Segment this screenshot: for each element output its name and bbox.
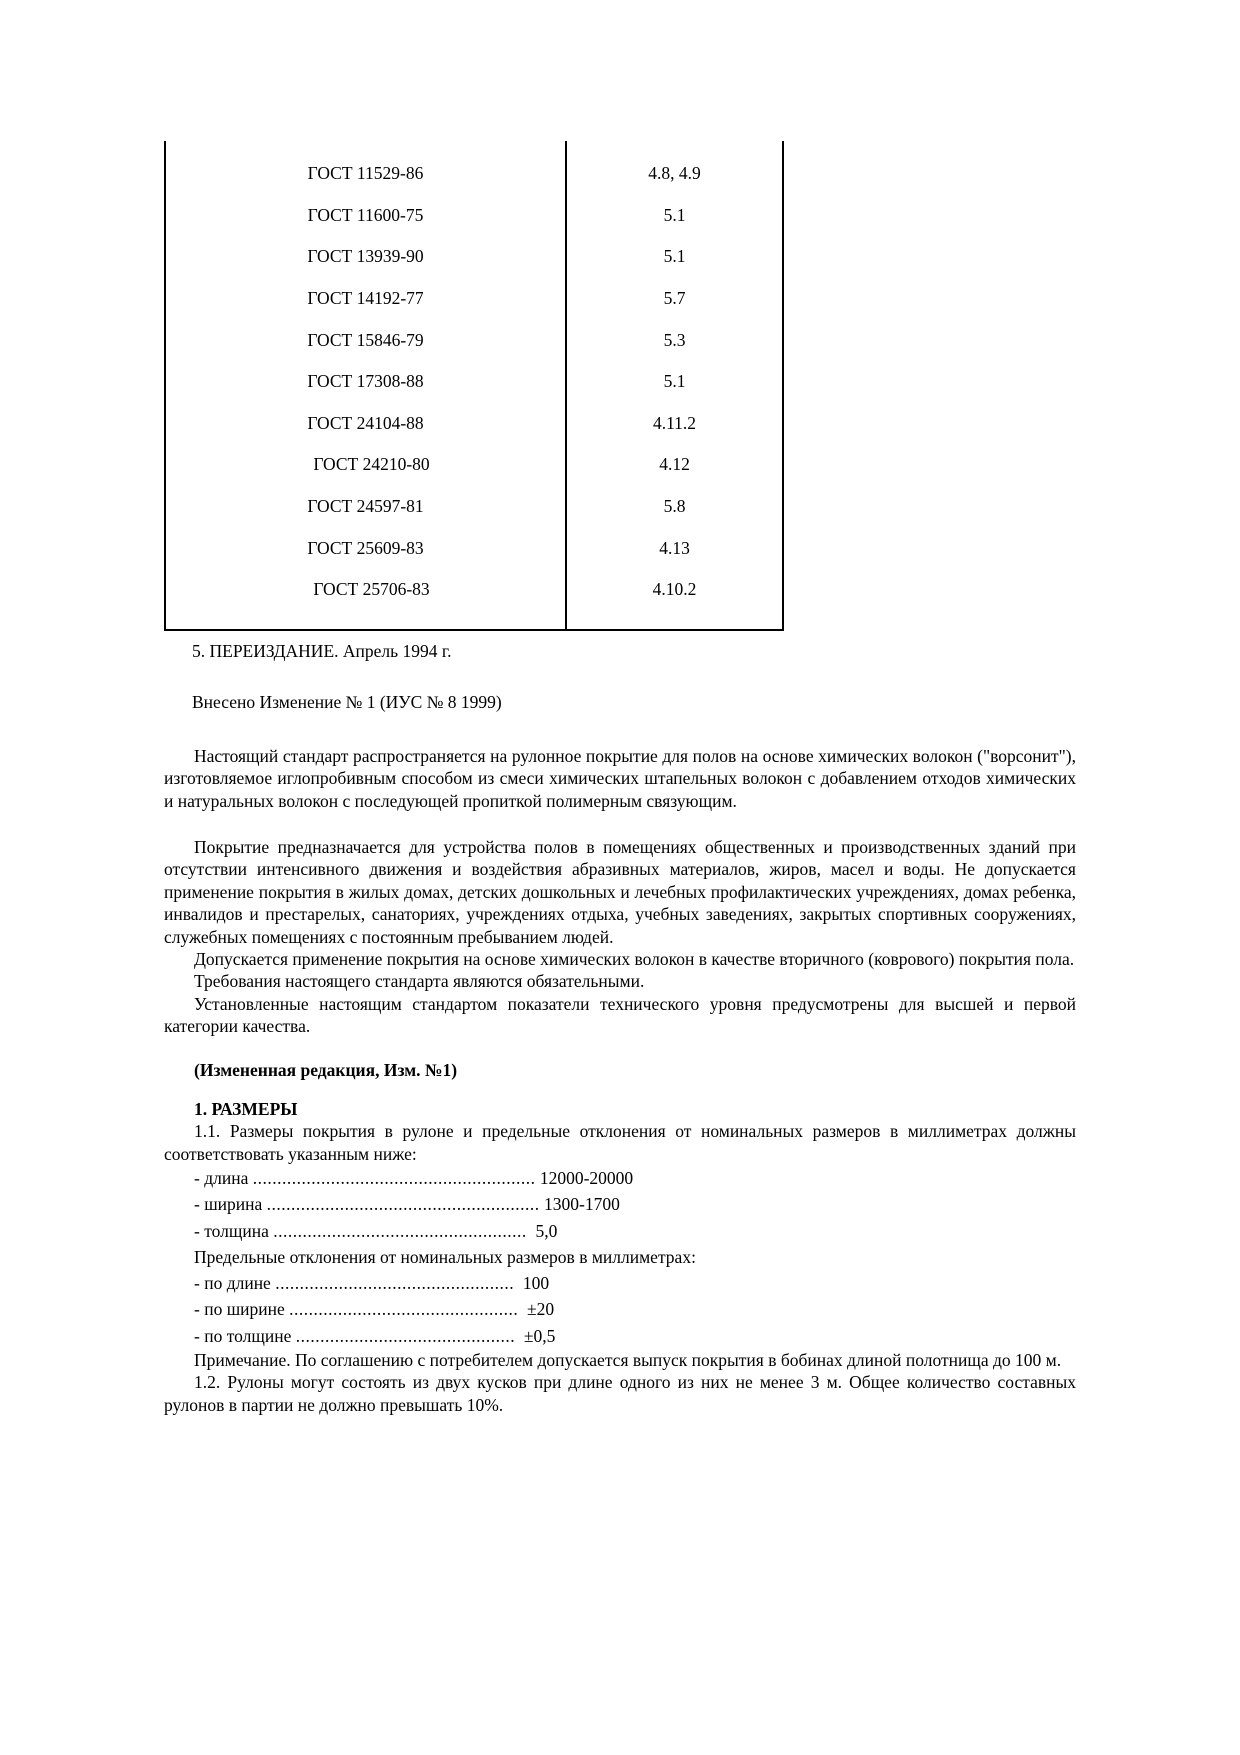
- dimension-width-value: 1300-1700: [539, 1194, 620, 1215]
- table-cell-clause: 4.8, 4.9: [648, 163, 701, 184]
- table-cell-gost-text: ГОСТ 25706-83: [313, 579, 430, 600]
- table-cell-clause: 5.7: [663, 288, 686, 309]
- tolerance-intro: Предельные отклонения от номинальных размеров в миллиметрах:: [194, 1246, 696, 1267]
- table-row: [166, 403, 782, 445]
- table-row: [166, 195, 782, 237]
- tolerance-width-label: - по ширине: [194, 1299, 290, 1320]
- standards-table-body: [166, 141, 782, 629]
- table-cell-clause: 4.13: [659, 537, 690, 558]
- tolerance-thickness-value: ±0,5: [515, 1325, 556, 1346]
- dimension-length-value: 12000-20000: [535, 1168, 634, 1189]
- revision-note: (Измененная редакция, Изм. №1): [194, 1060, 458, 1081]
- tolerance-length-dots: .................................................: [275, 1273, 515, 1294]
- table-cell-gost: ГОСТ 24597-81: [166, 486, 566, 528]
- table-row: [166, 569, 782, 629]
- paragraph-1-1: 1.1. Размеры покрытия в рулоне и предельные отклонения от номинальных размеров в миллиметрах должны соответствовать указанным ниже:: [164, 1121, 1076, 1164]
- dimension-thickness-row: [194, 1218, 1076, 1244]
- table-row: [166, 527, 782, 569]
- note-paragraph: Примечание. По соглашению с потребителем допускается выпуск покрытия в бобинах длиной полотнища до 100 м.: [194, 1349, 1062, 1370]
- table-cell-gost: ГОСТ 14192-77: [166, 278, 566, 320]
- table-cell-clause: 5.3: [663, 329, 686, 350]
- dimension-length-row: [194, 1165, 1076, 1191]
- table-row: [166, 278, 782, 320]
- table-row: [166, 236, 782, 278]
- table-cell-gost: ГОСТ 11600-75: [166, 195, 566, 237]
- tolerance-width-value: ±20: [518, 1299, 555, 1320]
- table-cell-gost: ГОСТ 24104-88: [166, 403, 566, 445]
- tolerance-width-row: [194, 1296, 1076, 1322]
- paragraph-scope: Настоящий стандарт распространяется на рулонное покрытие для полов на основе химических волокон ("ворсонит"), изготовляемое иглопробивным способом из смеси химических штапельных волокон с добавлением отходов химических и натуральных волокон с последующей пропиткой полимерным связующим.: [164, 745, 1076, 811]
- table-cell-gost: ГОСТ 15846-79: [166, 319, 566, 361]
- dimension-thickness-label: - толщина: [194, 1220, 274, 1241]
- document-body: [164, 640, 1076, 1416]
- tolerance-length-label: - по длине: [194, 1273, 276, 1294]
- table-cell-gost: ГОСТ 25609-83: [166, 527, 566, 569]
- section-heading-dimensions: 1. РАЗМЕРЫ: [194, 1098, 298, 1119]
- paragraph-mandatory: Требования настоящего стандарта являются обязательными.: [194, 971, 645, 992]
- dimension-length-label: - длина: [194, 1168, 253, 1189]
- reissue-line: 5. ПЕРЕИЗДАНИЕ. Апрель 1994 г.: [192, 641, 452, 661]
- tolerance-length-row: [194, 1270, 1076, 1296]
- paragraph-quality-level: Установленные настоящим стандартом показатели технического уровня предусмотрены для высшей и первой категории качества.: [164, 993, 1076, 1037]
- dimension-width-dots: ........................................................: [266, 1194, 540, 1215]
- table-cell-gost: ГОСТ 17308-88: [166, 361, 566, 403]
- paragraph-purpose: Покрытие предназначается для устройства полов в помещениях общественных и производственных зданий при отсутствии интенсивного движения и воздействия абразивных материалов, жиров, масел и воды. Не допускается применение покрытия в жилых домах, детских дошкольных и лечебных профилактических учреждениях, домах ребенка, инвалидов и престарелых, санаториях, учреждениях отдыха, учебных заведениях, закрытых спортивных сооружениях, служебных помещениях с постоянным пребыванием людей.: [164, 836, 1076, 947]
- amendment-line: Внесено Изменение № 1 (ИУС № 8 1999): [192, 692, 502, 713]
- tolerance-thickness-dots: .............................................: [295, 1325, 516, 1346]
- table-cell-clause: 4.11.2: [652, 412, 697, 433]
- table-cell-gost: ГОСТ 11529-86: [166, 141, 566, 195]
- table-cell-clause: 4.12: [659, 454, 690, 475]
- tolerance-length-value: 100: [514, 1273, 550, 1294]
- table-cell-clause: 5.8: [663, 496, 686, 517]
- dimension-width-row: [194, 1191, 1076, 1217]
- table-row: [166, 141, 782, 195]
- dimension-thickness-dots: ....................................................: [273, 1220, 527, 1241]
- table-row: [166, 486, 782, 528]
- paragraph-1-2: 1.2. Рулоны могут состоять из двух кусков при длине одного из них не менее 3 м. Общее количество составных рулонов в партии не должно превышать 10%.: [164, 1372, 1076, 1415]
- tolerance-thickness-label: - по толщине: [194, 1325, 296, 1346]
- table-row: [166, 319, 782, 361]
- table-cell-gost-text: ГОСТ 24210-80: [313, 454, 430, 475]
- standards-table: [166, 141, 782, 629]
- tolerance-thickness-row: [194, 1323, 1076, 1349]
- table-row: [166, 444, 782, 486]
- dimension-width-label: - ширина: [194, 1194, 267, 1215]
- tolerance-width-dots: ...............................................: [289, 1299, 519, 1320]
- dimension-length-dots: ..........................................................: [252, 1168, 536, 1189]
- table-cell-gost: ГОСТ 13939-90: [166, 236, 566, 278]
- standards-reference-table: [164, 141, 784, 631]
- table-cell-clause: 5.1: [663, 204, 686, 225]
- table-cell-clause: 5.1: [663, 371, 686, 392]
- table-cell-gost: [166, 569, 566, 629]
- table-cell-clause: 4.10.2: [652, 579, 697, 600]
- dimension-thickness-value: 5,0: [526, 1220, 558, 1241]
- table-cell-gost: [166, 444, 566, 486]
- table-cell-clause: 5.1: [663, 246, 686, 267]
- table-row: [166, 361, 782, 403]
- paragraph-secondary-use: Допускается применение покрытия на основе химических волокон в качестве вторичного (коврового) покрытия пола.: [194, 948, 1075, 969]
